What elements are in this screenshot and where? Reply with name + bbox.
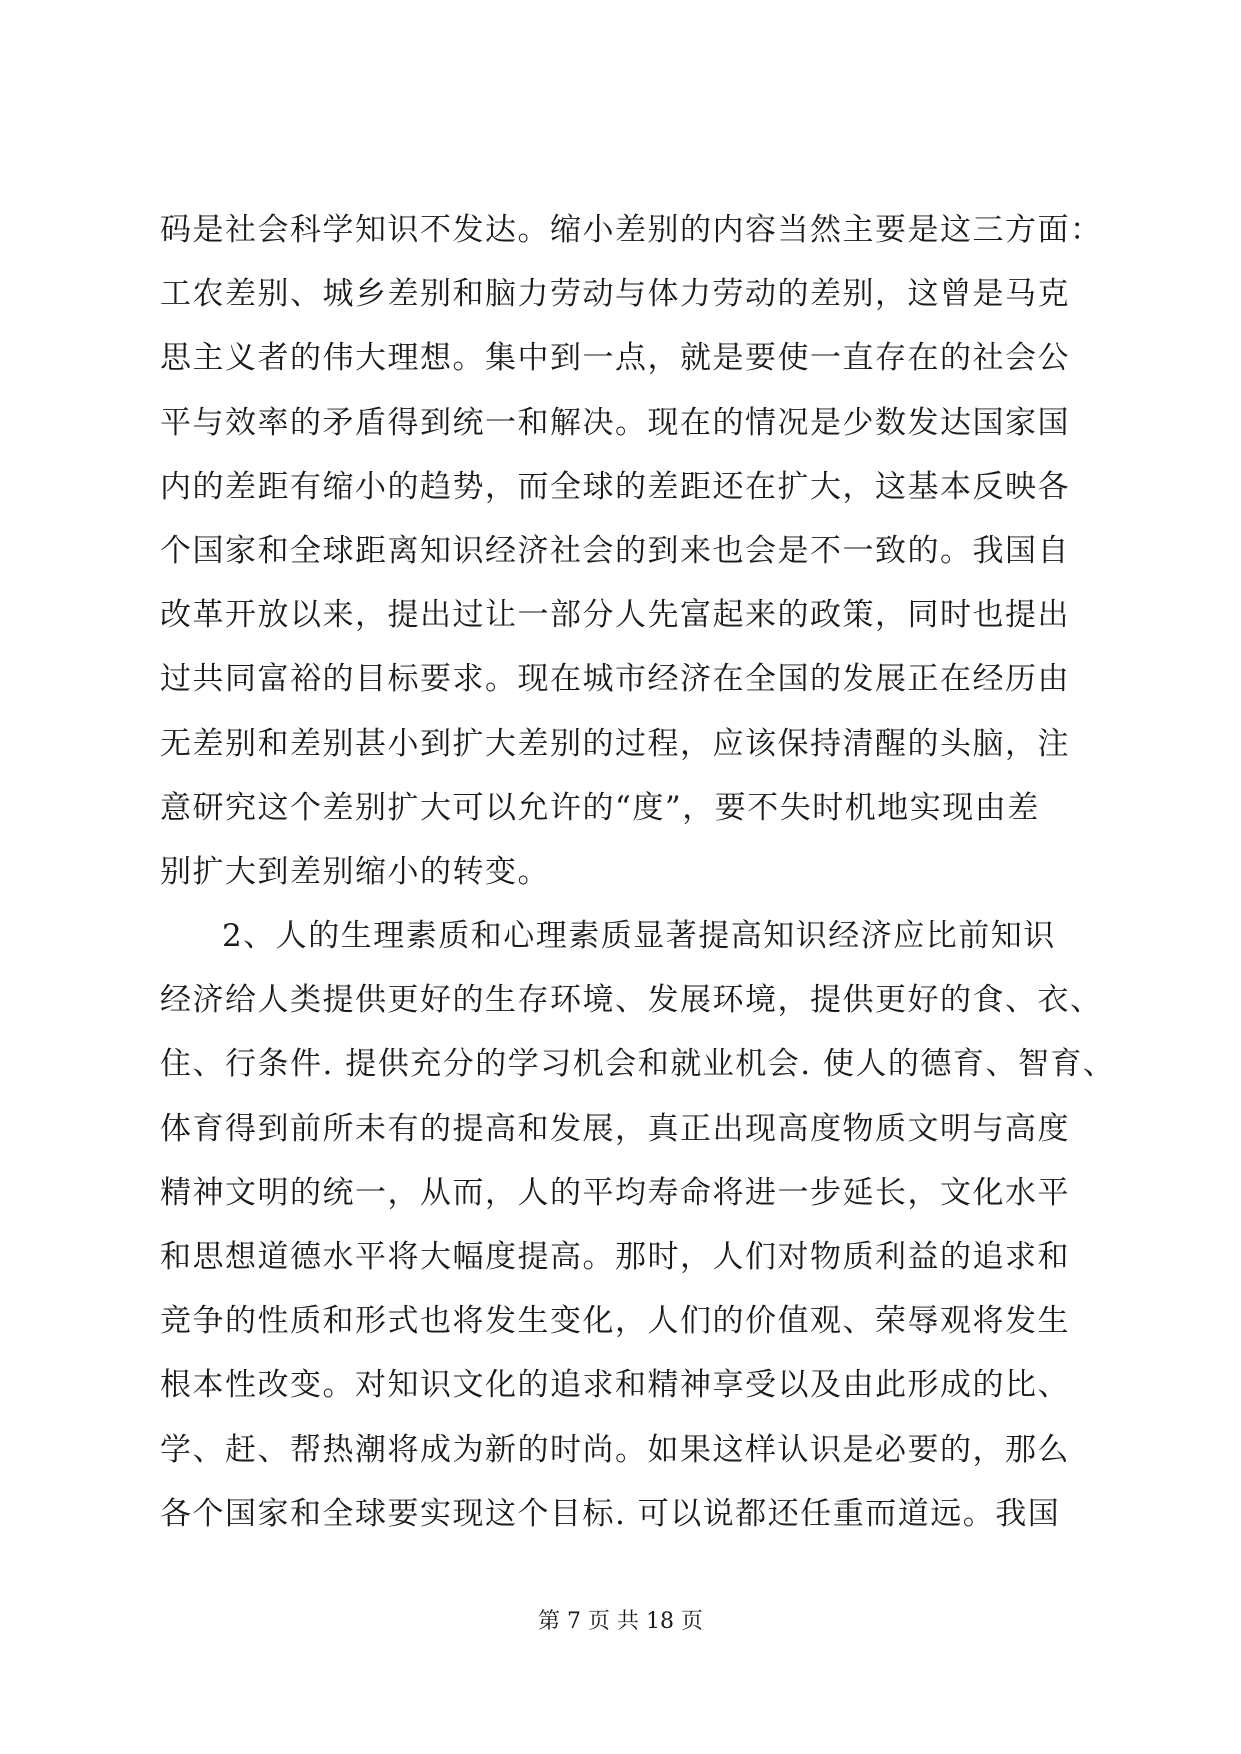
text-line: 无差别和差别甚小到扩大差别的过程，应该保持清醒的头脑，注 <box>160 725 1070 762</box>
text-line: 内的差距有缩小的趋势，而全球的差距还在扩大，这基本反映各 <box>160 468 1070 505</box>
text-line: 体育得到前所未有的提高和发展，真正出现高度物质文明与高度 <box>160 1110 1070 1147</box>
text-line: 精神文明的统一，从而，人的平均寿命将进一步延长，文化水平 <box>160 1174 1070 1211</box>
text-line: 码是社会科学知识不发达。缩小差别的内容当然主要是这三方面： <box>160 212 1103 248</box>
text-line: 和思想道德水平将大幅度提高。那时，人们对物质利益的追求和 <box>160 1239 1070 1275</box>
text-line: 思主义者的伟大理想。集中到一点，就是要使一直存在的社会公 <box>160 340 1070 377</box>
page-number-footer: 第 7 页 共 18 页 <box>538 1609 703 1634</box>
text-line: 过共同富裕的目标要求。现在城市经济在全国的发展正在经历由 <box>160 661 1070 698</box>
text-line: 别扩大到差别缩小的转变。 <box>160 853 550 890</box>
paragraph-start-line: 2、人的生理素质和心理素质显著提高知识经济应比前知识 <box>222 918 1056 955</box>
text-line: 根本性改变。对知识文化的追求和精神享受以及由此形成的比、 <box>160 1367 1070 1404</box>
text-line: 个国家和全球距离知识经济社会的到来也会是不一致的。我国自 <box>160 532 1070 569</box>
text-line: 竞争的性质和形式也将发生变化，人们的价值观、荣辱观将发生 <box>160 1303 1070 1340</box>
text-line: 住、行条件. 提供充分的学习机会和就业机会. 使人的德育、智育、 <box>160 1046 1116 1083</box>
text-line: 意研究这个差别扩大可以允许的“度”，要不失时机地实现由差 <box>160 789 1040 826</box>
text-line: 平与效率的矛盾得到统一和解决。现在的情况是少数发达国家国 <box>160 404 1070 441</box>
text-line: 学、赶、帮热潮将成为新的时尚。如果这样认识是必要的，那么 <box>160 1431 1070 1468</box>
body-text <box>160 198 1116 1546</box>
text-line: 工农差别、城乡差别和脑力劳动与体力劳动的差别，这曾是马克 <box>160 276 1070 313</box>
text-line: 经济给人类提供更好的生存环境、发展环境，提供更好的食、衣、 <box>160 982 1103 1019</box>
text-line: 改革开放以来，提出过让一部分人先富起来的政策，同时也提出 <box>160 597 1070 634</box>
text-line: 各个国家和全球要实现这个目标. 可以说都还任重而道远。我国 <box>160 1495 1061 1532</box>
